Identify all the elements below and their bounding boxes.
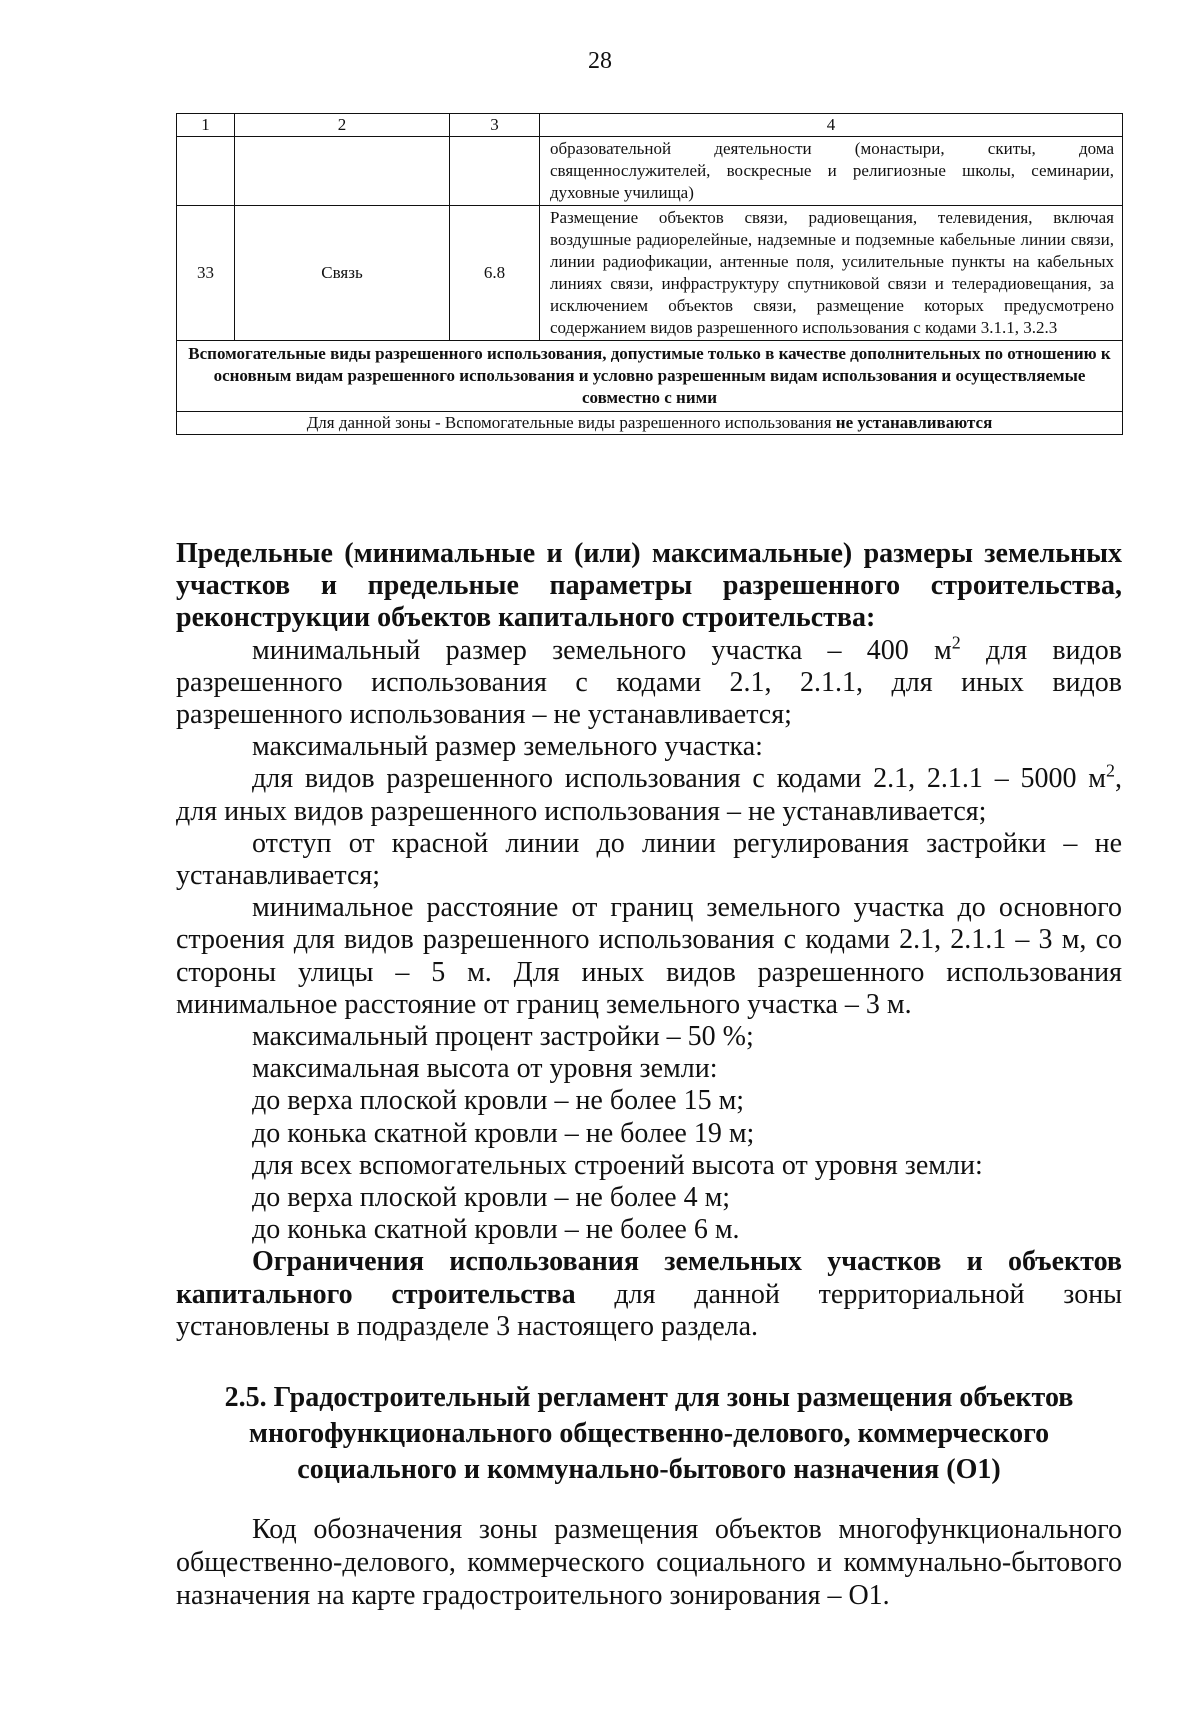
flat-roof-limit: до верха плоской кровли – не более 15 м; bbox=[252, 1085, 745, 1117]
table-cell-description: образовательной деятельности (монастыри, скиты, дома священнослужителей, воскресные и религиозные школы, семинарии, духовные училища) bbox=[540, 137, 1123, 206]
section-heading-line: многофункционального общественно-делового, коммерческого bbox=[248, 1418, 1050, 1449]
max-plot-size: для видов разрешенного использования с кодами 2.1, 2.1.1 – 5000 $м^2$, для иных видов разрешенного использования – не устанавливается; bbox=[176, 761, 1122, 827]
table-cell-empty bbox=[235, 137, 450, 206]
table-header-row bbox=[177, 114, 1123, 137]
page-number: 28 bbox=[588, 48, 612, 74]
section-heading-line: социального и коммунально-бытового назначения (О1) bbox=[297, 1454, 1001, 1485]
max-plot-size-label: максимальный размер земельного участка: bbox=[252, 731, 763, 763]
table-row-auxiliary-heading bbox=[177, 341, 1123, 412]
auxiliary-note-text: Для данной зоны - Вспомогательные виды разрешенного использования bbox=[306, 413, 836, 432]
zone-code-paragraph bbox=[176, 1513, 1122, 1612]
max-height-label: максимальная высота от уровня земли: bbox=[252, 1053, 718, 1085]
table-cell-description: Размещение объектов связи, радиовещания, телевидения, включая воздушные радиорелейные, надземные и подземные кабельные линии связи, линии радиофикации, антенные поля, усилительные пункты на кабельных линиях связи, инфраструктуру спутниковой связи и телерадиовещания, за исключением объектов связи, размещение которых предусмотрено содержанием видов разрешенного использования с кодами 3.1.1, 3.2.3 bbox=[540, 206, 1123, 341]
table-row-auxiliary-note bbox=[177, 412, 1123, 435]
table-cell-code: 6.8 bbox=[450, 206, 540, 341]
table-header-cell: 1 bbox=[177, 114, 235, 137]
table-header-cell: 4 bbox=[540, 114, 1123, 137]
limits-heading: Предельные (минимальные и (или) максимальные) размеры земельных участков и предельные параметры разрешенного строительства, реконструкции объектов капитального строительства: bbox=[176, 538, 1122, 634]
min-plot-size: минимальный размер земельного участка – 400 $м^2$ для видов разрешенного использования с кодами 2.1, 2.1.1, для иных видов разрешенного использования – не устанавливается; bbox=[176, 632, 1122, 731]
restrictions-paragraph: Ограничения использования земельных участков и объектов капитального строительства для данной территориальной зоны установлены в подразделе 3 настоящего раздела. bbox=[176, 1246, 1123, 1342]
red-line-setback: отступ от красной линии до линии регулирования застройки – не устанавливается; bbox=[176, 827, 1122, 892]
table-header-cell: 2 bbox=[235, 114, 450, 137]
aux-height-label: для всех вспомогательных строений высота от уровня земли: bbox=[252, 1149, 983, 1181]
table-cell-number: 33 bbox=[177, 206, 235, 341]
table-row-continuation bbox=[177, 137, 1123, 206]
max-build-percent: максимальный процент застройки – 50 %; bbox=[252, 1021, 754, 1053]
auxiliary-note-emphasis: не устанавливаются bbox=[835, 413, 993, 432]
aux-flat-roof-limit: до верха плоской кровли – не более 4 м; bbox=[252, 1182, 731, 1214]
auxiliary-uses-heading: Вспомогательные виды разрешенного использования, допустимые только в качестве дополнительных по отношению к основным видам разрешенного использования и условно разрешенным видам использования и осуществляемые совместно с ними bbox=[177, 341, 1123, 412]
table-row bbox=[177, 206, 1123, 341]
pitched-roof-limit: до конька скатной кровли – не более 19 м; bbox=[252, 1117, 755, 1149]
land-use-table bbox=[176, 113, 1123, 435]
zone-code-text: Код обозначения зоны размещения объектов многофункционального общественно-делового, коммерческого социального и коммунально-бытового назначения на карте градостроительного зонирования – О1. bbox=[176, 1514, 1122, 1611]
table-cell-empty bbox=[177, 137, 235, 206]
table-cell-empty bbox=[450, 137, 540, 206]
section-heading-line: 2.5. Градостроительный регламент для зоны размещения объектов bbox=[224, 1382, 1074, 1413]
min-distance: минимальное расстояние от границ земельного участка до основного строения для видов разрешенного использования с кодами 2.1, 2.1.1 – 3 м, со стороны улицы – 5 м. Для иных видов разрешенного использования минимальное расстояние от границ земельного участка – 3 м. bbox=[176, 892, 1122, 1020]
section-heading bbox=[176, 1380, 1122, 1488]
table-header-cell: 3 bbox=[450, 114, 540, 137]
limits-section bbox=[176, 538, 1122, 1343]
table-cell-name: Связь bbox=[235, 206, 450, 341]
auxiliary-uses-note bbox=[177, 412, 1123, 435]
aux-pitched-roof-limit: до конька скатной кровли – не более 6 м. bbox=[252, 1214, 740, 1246]
